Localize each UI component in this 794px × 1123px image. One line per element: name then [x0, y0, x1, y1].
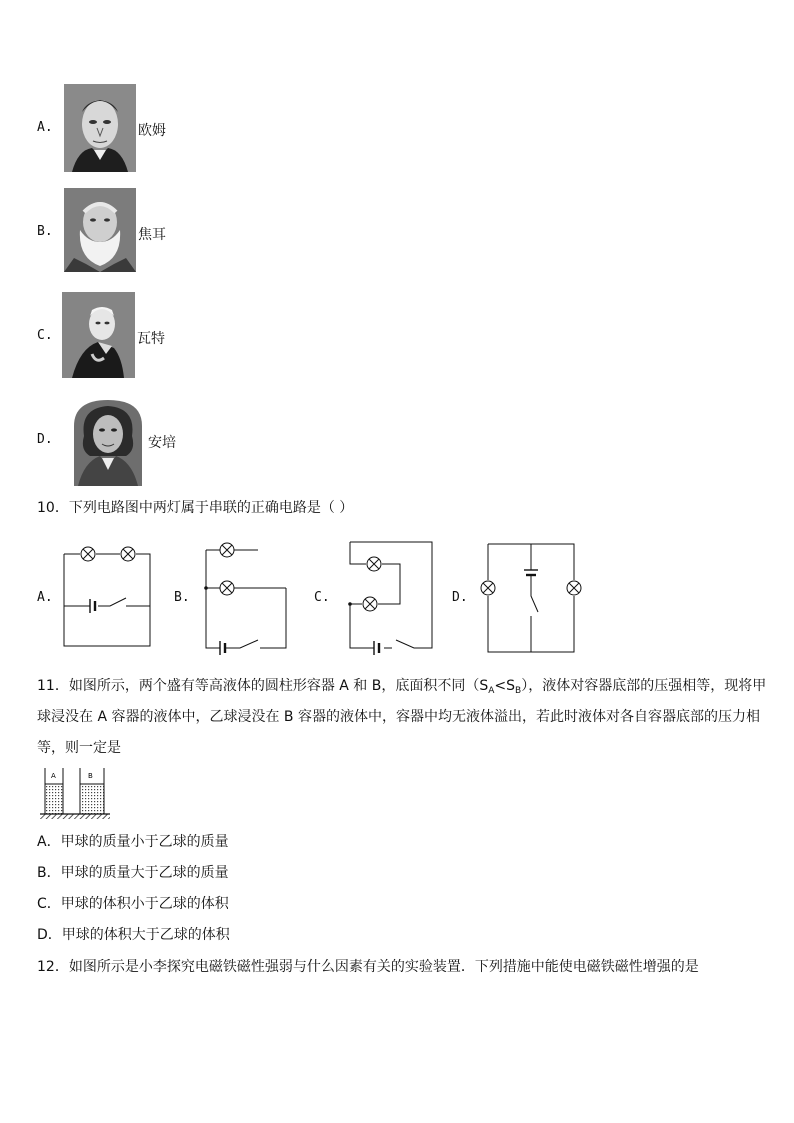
q11-stem-line2: 球浸没在 A 容器的液体中，乙球浸没在 B 容器的液体中，容器中均无液体溢出，若此时液体对各自容器底部的压力相: [37, 709, 760, 725]
subscript-a: A: [488, 686, 495, 696]
q12-stem: 12．如图所示是小李探究电磁铁磁性强弱与什么因素有关的实验装置．下列措施中能使电磁铁磁性增强的是: [37, 959, 699, 975]
q11-option-b: B．甲球的质量大于乙球的质量: [37, 865, 229, 881]
circuit-c-diagram: [340, 538, 436, 664]
container-a-label: A: [51, 772, 56, 780]
q10-stem: 10．下列电路图中两灯属于串联的正确电路是（ ）: [37, 500, 354, 516]
option-letter: D.: [452, 590, 468, 605]
portrait-ampere-icon: [70, 396, 146, 486]
option-letter: B.: [37, 224, 53, 239]
q11-stem-line1: [37, 676, 766, 701]
option-letter: A.: [37, 120, 53, 135]
subscript-b: B: [515, 686, 522, 696]
q11-text: 11．如图所示，两个盛有等高液体的圆柱形容器 A 和 B，底面积不同（S: [37, 678, 489, 694]
circuit-b-diagram: [198, 540, 290, 652]
circuit-d-diagram: [480, 540, 578, 654]
option-letter: A.: [37, 590, 53, 605]
portrait-ohm-icon: [64, 84, 136, 172]
containers-figure: [40, 768, 112, 822]
option-letter: C.: [37, 328, 53, 343]
portrait-joule-icon: [64, 188, 136, 272]
scientist-name: 欧姆: [138, 123, 166, 139]
scientist-name: 瓦特: [137, 331, 165, 347]
circuit-a-diagram: [60, 542, 154, 650]
scientist-name: 焦耳: [138, 227, 166, 243]
container-b-label: B: [88, 772, 93, 780]
q11-option-a: A．甲球的质量小于乙球的质量: [37, 834, 229, 850]
q11-stem-line3: 等，则一定是: [37, 740, 121, 756]
option-letter: C.: [314, 590, 330, 605]
q11-option-c: C．甲球的体积小于乙球的体积: [37, 896, 229, 912]
option-letter: D.: [37, 432, 53, 447]
q11-option-d: D．甲球的体积大于乙球的体积: [37, 927, 230, 943]
q11-text: ），液体对容器底部的压强相等，现将甲: [521, 678, 767, 694]
portrait-watt-icon: [62, 292, 135, 378]
option-letter: B.: [174, 590, 190, 605]
scientist-name: 安培: [148, 435, 176, 451]
less-than-text: <S: [494, 678, 516, 694]
